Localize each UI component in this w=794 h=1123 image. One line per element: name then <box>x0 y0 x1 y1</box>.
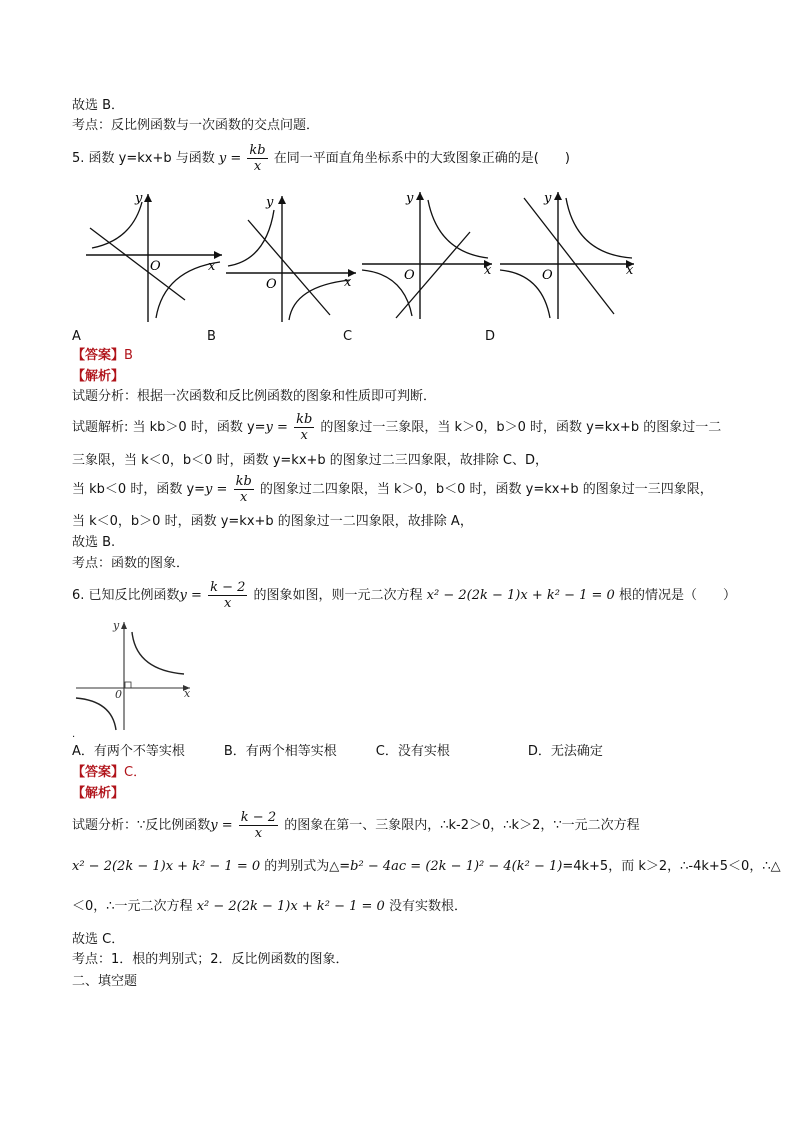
solution-line: 当 kb＜0 时，函数 y=y = $\frac{kb}{x}$ 的图象过二四象限，当 k＞0，b＜0 时，函数 y=kx+b 的图象过一三四象限， <box>72 474 713 505</box>
y-axis-label: y <box>113 619 120 632</box>
graph-option-b <box>222 190 362 325</box>
origin-label: O <box>404 268 415 283</box>
option-label-a: A <box>72 329 81 344</box>
x-axis-label: x <box>484 263 492 278</box>
origin-label: 0 <box>115 688 122 701</box>
solution-line: 试题解析: 当 kb＞0 时，函数 y=y = $\frac{kb}{x}$ 的图象过一三象限，当 k＞0，b＞0 时，函数 y=kx+b 的图象过一二 <box>72 412 722 443</box>
x-axis-label: x <box>208 259 216 274</box>
text-line: 考点：函数的图象． <box>72 556 190 571</box>
solution-line: ＜0，∴一元二次方程 x² − 2(2k − 1)x + k² − 1 = 0 没有实数根． <box>72 899 467 914</box>
graph-question-6 <box>72 618 197 733</box>
text-line: 故选 B． <box>72 98 125 113</box>
text-line: 当 k＜0，b＞0 时，函数 y=kx+b 的图象过一二四象限，故排除 A， <box>72 514 473 529</box>
analysis-heading: 【解析】 <box>72 786 125 801</box>
x-axis-label: x <box>184 687 191 700</box>
answer-5: 【答案】B <box>72 348 133 363</box>
origin-label: O <box>542 268 553 283</box>
text-line: 考点：1．根的判别式；2．反比例函数的图象． <box>72 952 349 967</box>
text-line: . <box>72 729 76 740</box>
option-label-b: B <box>207 329 216 344</box>
x-axis-label: x <box>626 263 634 278</box>
text-line: 三象限，当 k＜0，b＜0 时，函数 y=kx+b 的图象过二三四象限，故排除 C、D， <box>72 453 549 468</box>
y-axis-label: y <box>266 195 274 210</box>
option-label-d: D <box>485 329 496 344</box>
analysis-heading: 【解析】 <box>72 369 125 384</box>
solution-line: 试题分析：∵反比例函数y = $\frac{k - 2}{x}$ 的图象在第一、三象限内，∴k-2＞0，∴k＞2，∵一元二次方程 <box>72 810 640 841</box>
graph-option-d <box>496 186 641 322</box>
graph-option-a <box>80 190 225 325</box>
graph-option-c <box>358 186 498 322</box>
section-heading: 二、填空题 <box>72 974 138 989</box>
origin-label: O <box>266 277 277 292</box>
text-line: 试题分析：根据一次函数和反比例函数的图象和性质即可判断． <box>72 389 437 404</box>
question-5: 5. 函数 y=kx+b 与函数 y = $\frac{kb}{x}$ 在同一平面直角坐标系中的大致图象正确的是( ) <box>72 143 570 174</box>
text-line: 考点：反比例函数与一次函数的交点问题． <box>72 118 320 133</box>
y-axis-label: y <box>406 191 414 206</box>
question-6: 6. 已知反比例函数y = $\frac{k - 2}{x}$ 的图象如图，则一元二次方程 x² − 2(2k − 1)x + k² − 1 = 0 根的情况是（ ） <box>72 580 736 611</box>
text-line: 故选 C． <box>72 932 125 947</box>
y-axis-label: y <box>135 191 143 206</box>
x-axis-label: x <box>344 275 352 290</box>
answer-6: 【答案】C． <box>72 765 147 780</box>
origin-label: O <box>150 259 161 274</box>
y-axis-label: y <box>544 191 552 206</box>
solution-line: x² − 2(2k − 1)x + k² − 1 = 0 的判别式为△=b² − 4ac = (2k − 1)² − 4(k² − 1)=4k+5，而 k＞2，∴-4k+5＜0，∴△ <box>72 859 781 874</box>
option-label-c: C <box>343 329 353 344</box>
choices-6: A．有两个不等实根 B．有两个相等实根 C．没有实根 D．无法确定 <box>72 744 603 759</box>
fraction-kb-x: $\frac{kb}{x}$ <box>249 143 266 174</box>
text-line: 故选 B. <box>72 535 116 550</box>
